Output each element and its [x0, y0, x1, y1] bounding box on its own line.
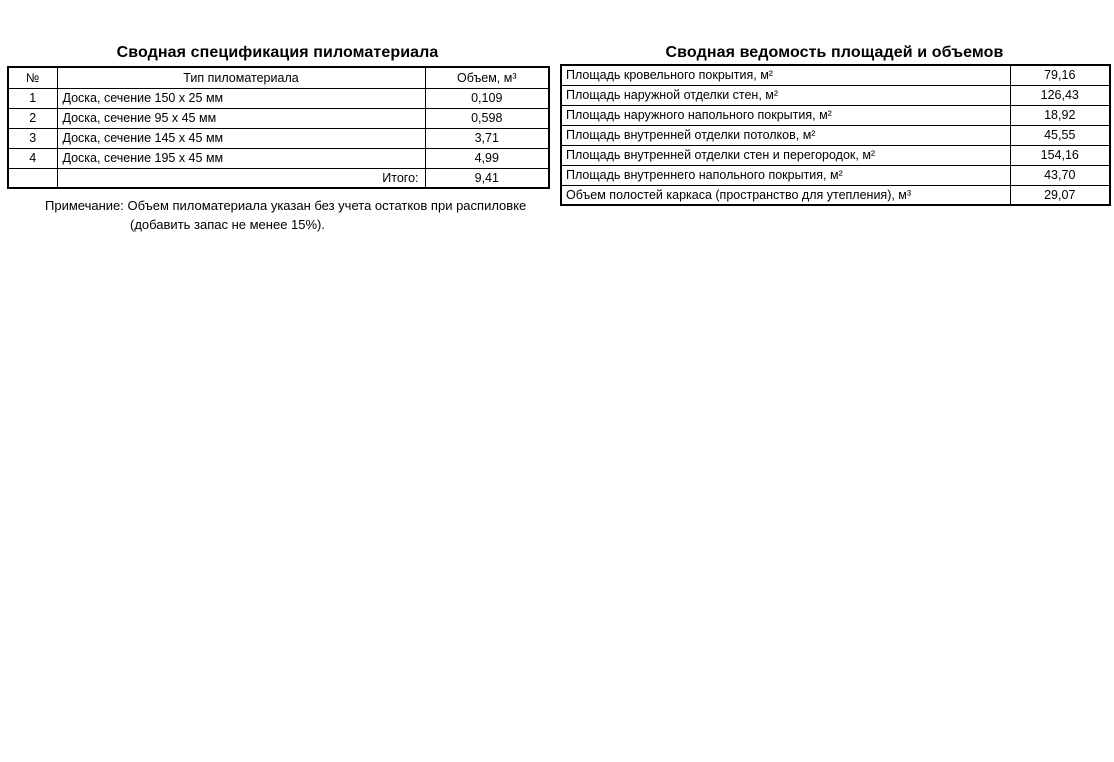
total-row: [8, 168, 549, 188]
spec-header-type: Тип пиломатериала: [57, 67, 425, 88]
row-volume-cell: 4,99: [425, 148, 549, 168]
row-volume-cell: 0,109: [425, 88, 549, 108]
area-label-cell: Объем полостей каркаса (пространство для утепления), м³: [561, 185, 1010, 205]
row-number-cell: 3: [8, 128, 57, 148]
area-value-cell: 79,16: [1010, 65, 1110, 85]
area-label-cell: Площадь внутреннего напольного покрытия, м²: [561, 165, 1010, 185]
total-value-cell: 9,41: [425, 168, 549, 188]
area-value-cell: 154,16: [1010, 145, 1110, 165]
table-row: [8, 128, 549, 148]
areas-volumes-table: [560, 64, 1111, 206]
table-row: [561, 125, 1110, 145]
note-line-2: (добавить запас не менее 15%).: [130, 217, 325, 232]
total-label-cell: Итого:: [57, 168, 425, 188]
area-value-cell: 45,55: [1010, 125, 1110, 145]
lumber-spec-table: [7, 66, 550, 189]
area-label-cell: Площадь наружного напольного покрытия, м²: [561, 105, 1010, 125]
table-row: [561, 105, 1110, 125]
table-row: [561, 185, 1110, 205]
table-row: [561, 85, 1110, 105]
row-type-cell: Доска, сечение 95 х 45 мм: [57, 108, 425, 128]
areas-volumes-title: Сводная ведомость площадей и объемов: [665, 44, 1004, 61]
table-row: [8, 88, 549, 108]
total-empty-cell: [8, 168, 57, 188]
row-type-cell: Доска, сечение 145 х 45 мм: [57, 128, 425, 148]
row-volume-cell: 3,71: [425, 128, 549, 148]
area-label-cell: Площадь кровельного покрытия, м²: [561, 65, 1010, 85]
area-value-cell: 126,43: [1010, 85, 1110, 105]
area-value-cell: 29,07: [1010, 185, 1110, 205]
lumber-spec-title: Сводная спецификация пиломатериала: [116, 44, 439, 61]
row-type-cell: Доска, сечение 195 х 45 мм: [57, 148, 425, 168]
row-number-cell: 4: [8, 148, 57, 168]
table-row: [561, 65, 1110, 85]
row-type-cell: Доска, сечение 150 х 25 мм: [57, 88, 425, 108]
table-row: [8, 108, 549, 128]
area-label-cell: Площадь внутренней отделки потолков, м²: [561, 125, 1010, 145]
table-row: [561, 145, 1110, 165]
table-row: [8, 148, 549, 168]
row-number-cell: 1: [8, 88, 57, 108]
area-label-cell: Площадь внутренней отделки стен и перегородок, м²: [561, 145, 1010, 165]
spec-header-number: №: [8, 67, 57, 88]
area-label-cell: Площадь наружной отделки стен, м²: [561, 85, 1010, 105]
spec-header-row: [8, 67, 549, 88]
table-row: [561, 165, 1110, 185]
note-line-1: Примечание: Объем пиломатериала указан без учета остатков при распиловке: [45, 198, 527, 213]
area-value-cell: 43,70: [1010, 165, 1110, 185]
row-volume-cell: 0,598: [425, 108, 549, 128]
row-number-cell: 2: [8, 108, 57, 128]
spec-header-volume: Объем, м³: [425, 67, 549, 88]
area-value-cell: 18,92: [1010, 105, 1110, 125]
